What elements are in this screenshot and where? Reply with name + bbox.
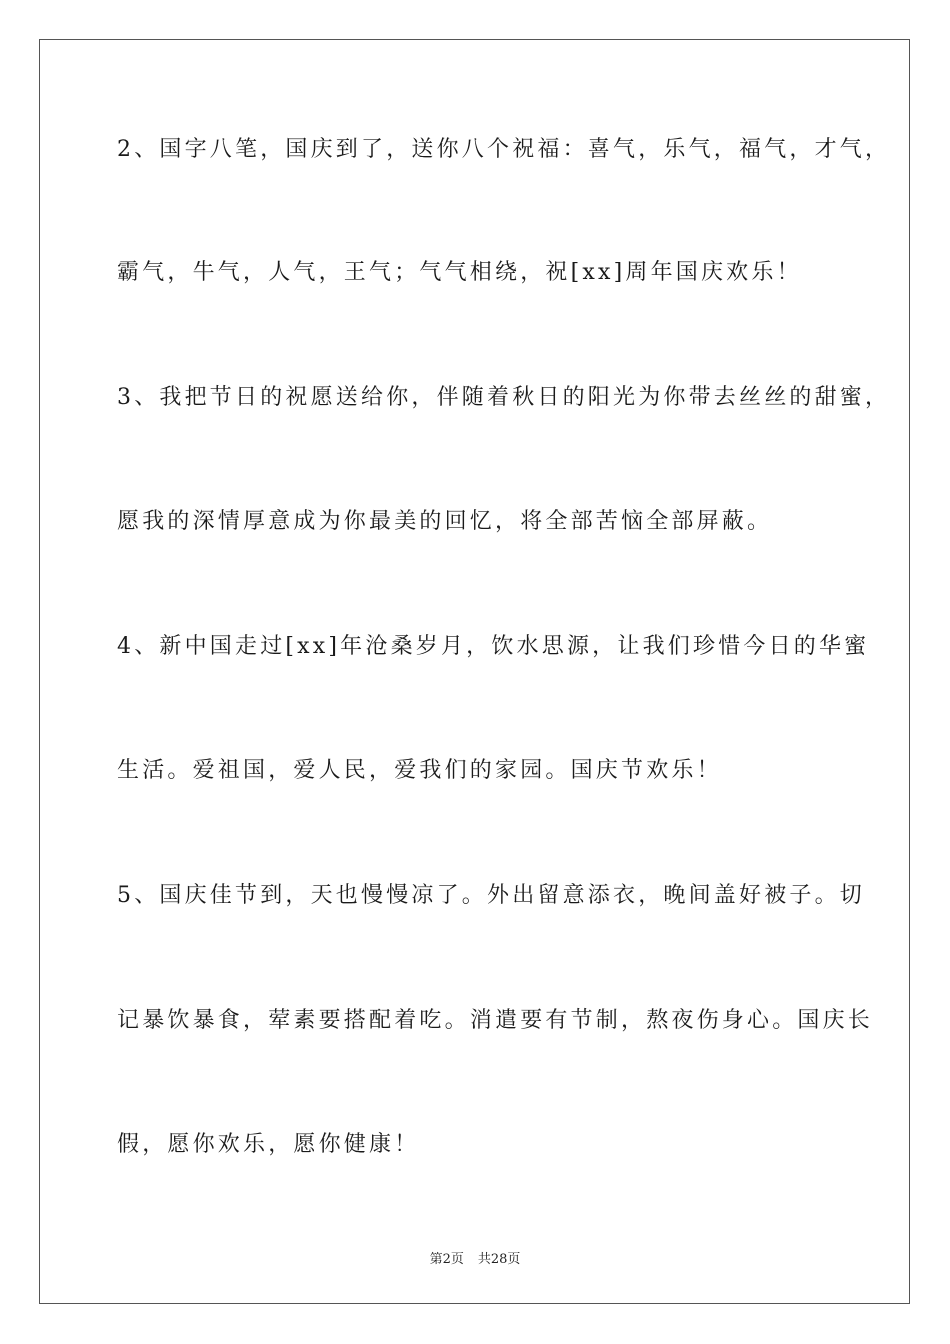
text-line: 5、国庆佳节到，天也慢慢凉了。外出留意添衣，晚间盖好被子。切	[117, 883, 865, 908]
text-line: 生活。爱祖国，爱人民，爱我们的家园。国庆节欢乐！	[117, 758, 722, 783]
text-line: 3、我把节日的祝愿送给你，伴随着秋日的阳光为你带去丝丝的甜蜜，	[117, 385, 891, 410]
text-line: 2、国字八笔，国庆到了，送你八个祝福：喜气，乐气，福气，才气，	[117, 137, 891, 162]
text-line: 霸气，牛气，人气，王气；气气相绕，祝[xx]周年国庆欢乐！	[117, 260, 802, 285]
page-footer	[0, 1248, 950, 1267]
page-border	[39, 39, 910, 1304]
text-line: 4、新中国走过[xx]年沧桑岁月，饮水思源，让我们珍惜今日的华蜜	[117, 634, 870, 659]
page-number: 第2页	[429, 1252, 464, 1267]
text-line: 记暴饮暴食，荤素要搭配着吃。消遣要有节制，熬夜伤身心。国庆长	[117, 1008, 874, 1033]
page-total: 共28页	[477, 1252, 521, 1267]
text-line: 愿我的深情厚意成为你最美的回忆，将全部苦恼全部屏蔽。	[117, 509, 773, 534]
text-line: 假，愿你欢乐，愿你健康！	[117, 1132, 420, 1157]
